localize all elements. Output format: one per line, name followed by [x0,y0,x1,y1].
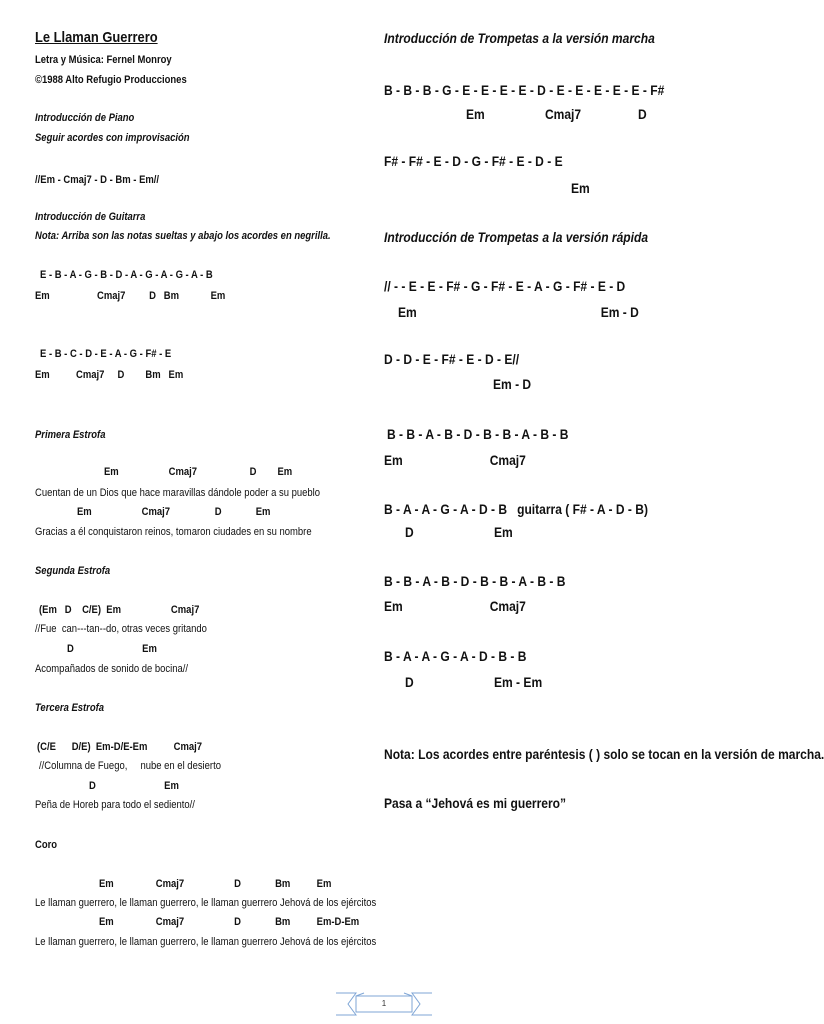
march-notes-line: F# - F# - E - D - G - F# - E - D - E [384,153,563,169]
verse1-lyric: Gracias a él conquistaron reinos, tomaron ciudades en su nombre [35,526,312,538]
fast-notes-line: B - A - A - G - A - D - B - B [384,648,527,664]
guitar-intro-heading: Introducción de Guitarra [35,211,146,223]
fast-intro-heading: Introducción de Trompetas a la versión rápida [384,229,649,245]
next-song-note: Pasa a “Jehová es mi guerrero” [384,795,567,811]
march-chords-line: Em [571,180,590,196]
verse1-heading: Primera Estrofa [35,429,106,441]
verse3-chords: D Em [89,780,179,792]
piano-intro-note: Seguir acordes con improvisación [35,132,190,144]
guitar-chords-line: Em Cmaj7 D Bm Em [35,290,226,302]
page-number: 1 [381,999,387,1008]
fast-chords-line: Em Cmaj7 [384,452,526,468]
fast-chords-line: Em Em - D [398,304,639,320]
verse3-heading: Tercera Estrofa [35,702,105,714]
fast-notes-line: D - D - E - F# - E - D - E// [384,351,520,367]
guitar-notes-line: E - B - C - D - E - A - G - F# - E [40,348,172,360]
fast-notes-line: // - - E - E - F# - G - F# - E - A - G - F# - E - D [384,278,626,294]
verse3-lyric: //Columna de Fuego, nube en el desierto [39,760,221,772]
verse2-chords: D Em [67,643,157,655]
fast-chords-line: D Em [405,524,513,540]
verse1-chords: Em Cmaj7 D Em [77,506,271,518]
parentheses-note: Nota: Los acordes entre paréntesis ( ) solo se tocan en la versión de marcha. [384,746,824,762]
march-chords-line: Em Cmaj7 D [466,106,647,122]
march-notes-line: B - B - B - G - E - E - E - E - D - E - E - E - E - E - F# [384,82,665,98]
fast-chords-line: Em Cmaj7 [384,598,526,614]
verse1-chords: Em Cmaj7 D Em [104,466,293,478]
verse2-lyric: //Fue can---tan--do, otras veces gritando [35,623,207,635]
verse2-lyric: Acompañados de sonido de bocina// [35,663,189,675]
verse2-heading: Segunda Estrofa [35,565,111,577]
guitar-chords-line: Em Cmaj7 D Bm Em [35,369,184,381]
verse3-lyric: Peña de Horeb para todo el sediento// [35,799,195,811]
march-intro-heading: Introducción de Trompetas a la versión marcha [384,30,655,46]
fast-notes-line: B - B - A - B - D - B - B - A - B - B [384,573,566,589]
song-author: Letra y Música: Fernel Monroy [35,54,172,66]
fast-notes-line: B - A - A - G - A - D - B guitarra ( F# - A - D - B) [384,501,648,517]
verse1-lyric: Cuentan de un Dios que hace maravillas dándole poder a su pueblo [35,487,321,499]
piano-intro-chords: //Em - Cmaj7 - D - Bm - Em// [35,174,160,186]
chorus-heading: Coro [35,839,58,851]
guitar-intro-note: Nota: Arriba son las notas sueltas y abajo los acordes en negrilla. [35,230,331,242]
fast-notes-line: B - B - A - B - D - B - B - A - B - B [387,426,569,442]
song-copyright: ©1988 Alto Refugio Producciones [35,74,187,86]
chorus-lyric: Le llaman guerrero, le llaman guerrero, le llaman guerrero Jehová de los ejércitos [35,897,377,909]
verse2-chords: (Em D C/E) Em Cmaj7 [39,604,200,616]
verse3-chords: (C/E D/E) Em-D/E-Em Cmaj7 [37,741,203,753]
fast-chords-line: Em - D [493,376,532,392]
guitar-notes-line: E - B - A - G - B - D - A - G - A - G - A - B [40,269,213,281]
chorus-lyric: Le llaman guerrero, le llaman guerrero, le llaman guerrero Jehová de los ejércitos [35,936,377,948]
fast-chords-line: D Em - Em [405,674,543,690]
song-title: Le Llaman Guerrero [35,29,158,46]
page-number-badge [334,991,434,1017]
piano-intro-heading: Introducción de Piano [35,112,135,124]
chorus-chords: Em Cmaj7 D Bm Em [99,878,332,890]
chorus-chords: Em Cmaj7 D Bm Em-D-Em [99,916,360,928]
